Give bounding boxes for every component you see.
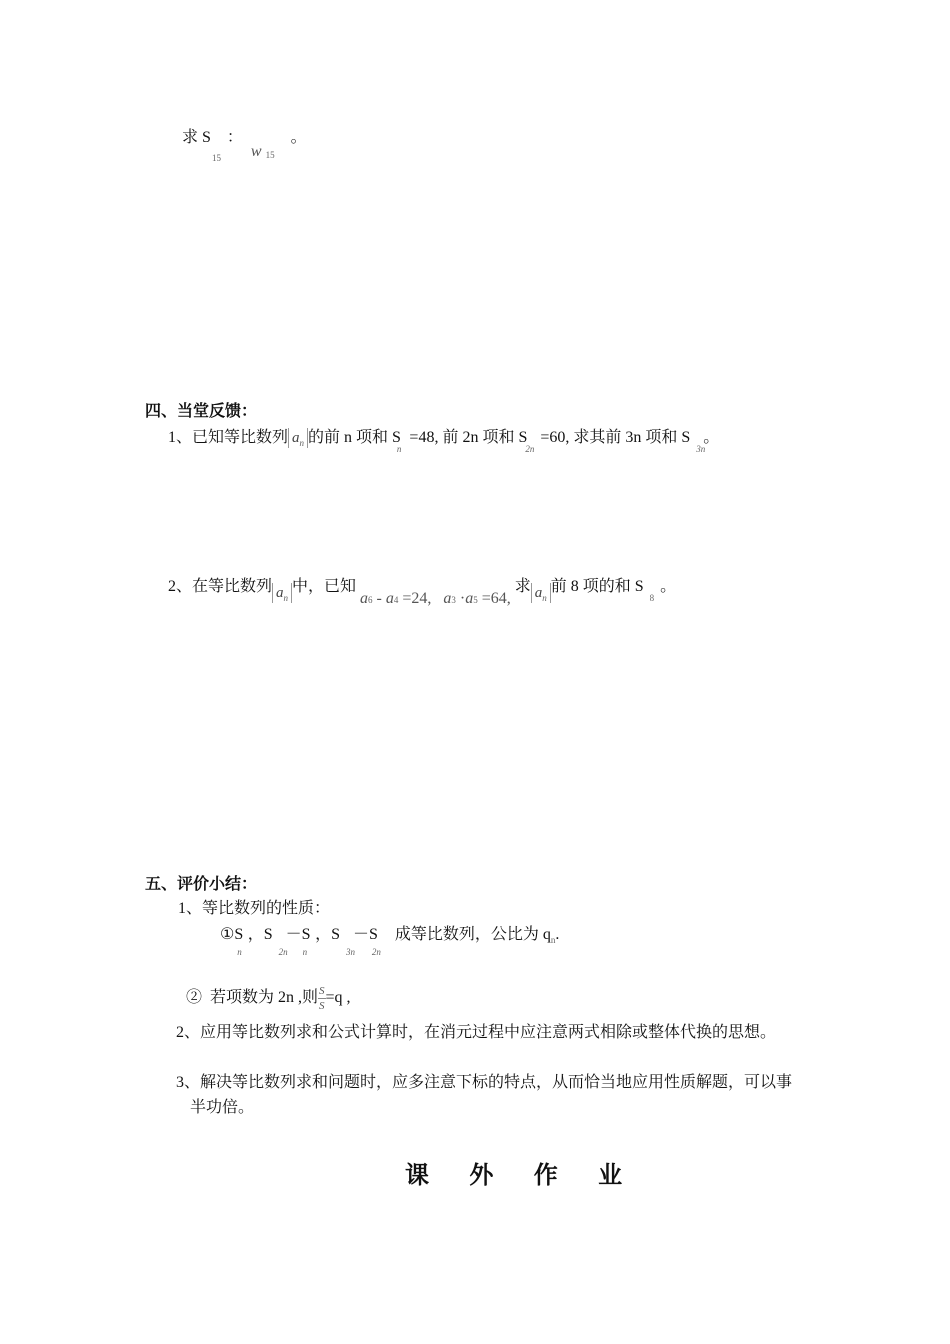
q2-text-3: 求	[514, 578, 531, 595]
circled-1: ①	[220, 926, 235, 943]
a6: a	[360, 590, 369, 607]
comma: ，	[315, 926, 332, 943]
frac-numerator: S	[319, 985, 325, 997]
summary-item-3-line-1: 3、解决等比数列求和问题时，应多注意下标的特点，从而恰当地应用性质解题，可以事	[176, 1074, 793, 1091]
sequence-set	[272, 583, 292, 603]
minus-s: －S	[353, 926, 378, 943]
subscript-2n: 2n	[278, 947, 288, 957]
equation-1	[360, 590, 515, 607]
eq-24: =24,	[402, 590, 432, 607]
q2-text-4: 前 8 项的和 S	[550, 578, 644, 595]
set-n: n	[283, 593, 289, 604]
minus-s: －S	[285, 926, 311, 943]
subscript-2n: 2n	[525, 444, 535, 454]
w-subscript: 15	[265, 150, 275, 160]
subscript-n: n	[302, 947, 308, 957]
s-term: S	[263, 926, 273, 943]
section-5-heading: 五、评价小结：	[145, 876, 258, 893]
colon: ：	[226, 129, 243, 146]
s-term: S	[331, 926, 340, 943]
set-a: a	[276, 585, 284, 602]
sub-4: 4	[393, 595, 399, 605]
subscript-15: 15	[212, 153, 221, 163]
subscript-n: n	[396, 444, 402, 454]
property-1-tail: 成等比数列，公比为 q	[394, 926, 551, 943]
property-2-text: 若项数为 2n ,则	[210, 989, 319, 1007]
top-item	[182, 128, 307, 163]
sub-6: 6	[368, 595, 373, 605]
a3: a	[443, 590, 452, 607]
set-n: n	[542, 593, 547, 604]
q2-text-2: 中，已知	[292, 578, 357, 595]
comma: ，	[247, 926, 264, 943]
set-n: n	[299, 438, 305, 449]
q2-text-5: 。	[660, 578, 677, 595]
sequence-set	[531, 583, 551, 603]
summary-item-3-line-2: 半功倍。	[190, 1099, 255, 1116]
property-2-tail: =q ,	[325, 989, 351, 1007]
homework-title: 课 外 作 业	[405, 1161, 639, 1189]
q1-text-3: =48, 前 2n 项和 S	[409, 429, 528, 446]
dot: ·	[459, 590, 466, 607]
q1-text-4: =60, 求其前 3n 项和 S	[540, 429, 691, 446]
property-1	[220, 925, 560, 957]
question-1	[168, 428, 720, 454]
subscript-8: 8	[649, 593, 655, 603]
circled-2: ②	[186, 989, 203, 1007]
a4: a	[385, 590, 394, 607]
minus: -	[376, 590, 382, 607]
sequence-set	[288, 428, 308, 448]
section-4-heading: 四、当堂反馈：	[145, 403, 258, 420]
period: 。	[290, 129, 307, 146]
sub-5: 5	[473, 595, 478, 605]
subscript-n: n	[550, 935, 556, 945]
fraction	[318, 984, 326, 1013]
subscript-2n: 2n	[371, 947, 381, 957]
summary-item-2: 2、应用等比数列求和公式计算时，在消元过程中应注意两式相除或整体代换的思想。	[176, 1024, 777, 1041]
subscript-n: n	[237, 947, 242, 957]
sub-3: 3	[451, 595, 456, 605]
property-2	[186, 984, 351, 1013]
w-symbol: w	[250, 143, 262, 160]
q1-text-5: 。	[703, 429, 720, 446]
q1-text-1: 1、已知等比数列	[168, 429, 289, 446]
top-item-text: 求 S	[182, 129, 211, 146]
period: .	[555, 926, 560, 943]
summary-item-1: 1、等比数列的性质：	[178, 900, 331, 917]
subscript-3n: 3n	[346, 947, 355, 957]
set-a: a	[292, 430, 300, 447]
set-a: a	[534, 585, 543, 602]
s-term: S	[234, 926, 244, 943]
frac-denominator: S	[319, 1000, 325, 1012]
question-2	[168, 577, 677, 607]
q1-text-2: 的前 n 项和 S	[308, 429, 401, 446]
subscript-3n: 3n	[696, 444, 706, 454]
q2-text-1: 2、在等比数列	[168, 578, 273, 595]
a5: a	[465, 590, 474, 607]
eq-64: =64,	[481, 590, 511, 607]
